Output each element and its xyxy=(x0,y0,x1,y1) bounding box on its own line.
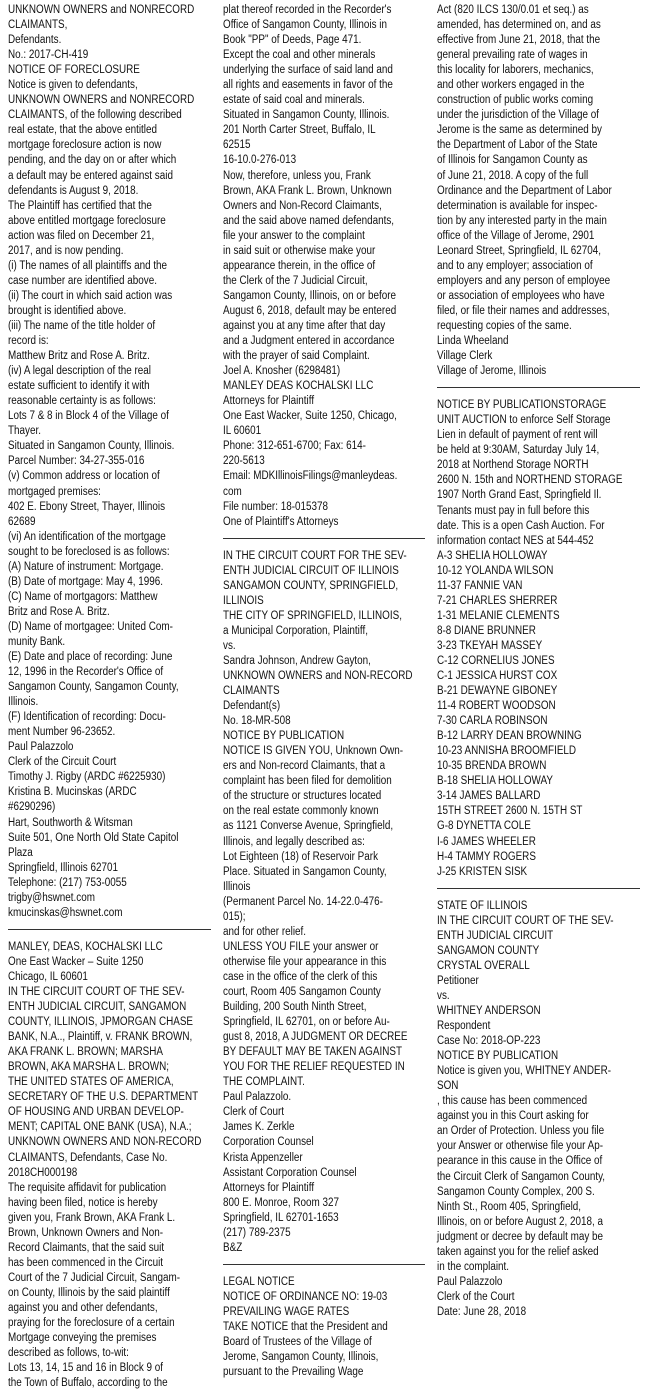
notice-text-line: 10-12 YOLANDA WILSON xyxy=(437,564,554,577)
notice-text-line: MANLEY DEAS KOCHALSKI LLC xyxy=(222,380,374,393)
notice-text-line: Krista Appenzeller xyxy=(222,1151,303,1164)
notice-text-line: BROWN, AKA MARSHA L. BROWN; xyxy=(8,1061,170,1074)
notice-text-line: filed, or file their names and addresses, xyxy=(437,304,610,317)
notice-text-line: 7-30 CARLA ROBINSON xyxy=(437,715,548,728)
notice-text-line: AKA FRANK L. BROWN; MARSHA xyxy=(8,1046,163,1059)
notice-text-line: (vi) An identification of the mortgage xyxy=(8,530,166,543)
notice-text-line: ILLINOIS xyxy=(222,594,264,607)
notice-text-line: #6290296) xyxy=(8,801,56,814)
notice-text-line: plat thereof recorded in the Recorder's xyxy=(222,4,392,16)
notice-divider xyxy=(223,538,426,539)
notice-text-line: and for other relief. xyxy=(222,925,306,938)
notice-text-line: court, Room 405 Sangamon County xyxy=(222,986,381,998)
notice-text-line: Corporation Counsel xyxy=(222,1136,314,1149)
notice-text-line: (Permanent Parcel No. 14-22.0-476- xyxy=(222,895,383,908)
notice-text-line: Illinois. xyxy=(8,696,39,709)
notice-text-line: SANGAMON COUNTY xyxy=(437,944,540,957)
notice-text-line: mortgage foreclosure action is now xyxy=(8,139,162,152)
notice-text-line: ment Number 96-23652. xyxy=(8,726,116,739)
notice-text-line: Board of Trustees of the Village of xyxy=(222,1336,372,1349)
notice-text-line: on the real estate commonly known xyxy=(222,805,379,818)
notice-text-line: complaint has been filed for demolition xyxy=(222,775,392,788)
notice-text-line: Lot Eighteen (18) of Reservoir Park xyxy=(222,850,378,863)
notice-text-line: underlying the surface of said land and xyxy=(222,64,393,77)
notice-text-line: mortgaged premises: xyxy=(8,485,101,498)
notice-text-line: LEGAL NOTICE xyxy=(222,1275,295,1288)
notice-text-line: 10-23 ANNISHA BROOMFIELD xyxy=(437,745,577,758)
notice-text-line: Ninth St., Room 405, Springfield, xyxy=(437,1200,582,1213)
notice-text-line: Sandra Johnson, Andrew Gayton, xyxy=(222,654,371,667)
notice-text-line: Ordinance and the Department of Labor xyxy=(437,184,613,197)
notice-text-line: all rights and easements in favor of the xyxy=(222,79,393,92)
notice-text-line: Suite 501, One North Old State Capitol xyxy=(8,831,179,844)
notice-text-line: WHITNEY ANDERSON xyxy=(437,1005,542,1017)
notice-text-line: ENTH JUDICIAL CIRCUIT xyxy=(437,929,554,942)
notice-text-line: UNKNOWN OWNERS AND NON-RECORD xyxy=(8,1136,202,1149)
notice-text-line: NOTICE OF ORDINANCE NO: 19-03 xyxy=(222,1290,387,1303)
notice-text-line: as 1121 Converse Avenue, Springfield, xyxy=(222,820,393,833)
notice-text-line: requesting copies of the same. xyxy=(437,319,573,332)
notice-text-line: THE UNITED STATES OF AMERICA, xyxy=(8,1076,174,1089)
column-3 xyxy=(437,3,640,1349)
notice-text-line: Clerk of the Court xyxy=(437,1290,515,1303)
notice-text-line: SANGAMON COUNTY, SPRINGFIELD, xyxy=(222,579,398,592)
notice-text-line: Court of the 7 Judicial Circuit, Sangam- xyxy=(8,1271,181,1284)
notice-text-line: Sangamon County Complex, 200 S. xyxy=(437,1185,596,1198)
notice-text-line: Situated in Sangamon County, Illinois. xyxy=(8,440,175,453)
notice-text-line: an Order of Protection. Unless you file xyxy=(437,1125,605,1138)
notice-text-line: Assistant Corporation Counsel xyxy=(222,1166,357,1179)
notice-text-line: Notice is given you, WHITNEY ANDER- xyxy=(437,1065,612,1078)
notice-foreclosure-thayer xyxy=(8,3,211,921)
notice-text-line: B&Z xyxy=(222,1241,242,1254)
notice-text-line: or association of employees who have xyxy=(437,289,606,302)
notice-text-line: 800 E. Monroe, Room 327 xyxy=(222,1196,339,1209)
notice-text-line: Lots 13, 14, 15 and 16 in Block 9 of xyxy=(8,1362,164,1375)
notice-text-line: 2018CH000198 xyxy=(8,1166,78,1179)
notice-text-line: Defendant(s) xyxy=(222,700,280,713)
notice-text-line: Date: June 28, 2018 xyxy=(437,1305,527,1318)
notice-text-line: ENTH JUDICIAL CIRCUIT, SANGAMON xyxy=(8,1001,187,1014)
notice-text-line: Lien in default of payment of rent will xyxy=(437,429,598,442)
notice-text-line: , this cause has been commenced xyxy=(437,1095,588,1108)
notice-text-line: (D) Name of mortgagee: United Com- xyxy=(8,620,173,633)
notice-text-line: YOU FOR THE RELIEF REQUESTED IN xyxy=(222,1061,405,1074)
notice-text-line: C-12 CORNELIUS JONES xyxy=(437,654,555,667)
notice-city-springfield-demolition xyxy=(223,549,426,1256)
notice-text-line: IN THE CIRCUIT COURT OF THE SEV- xyxy=(8,986,185,998)
notice-text-line: THE CITY OF SPRINGFIELD, ILLINOIS, xyxy=(222,609,402,622)
notice-text-line: Paul Palazzolo. xyxy=(222,1091,291,1104)
notice-text-line: UNKNOWN OWNERS and NONRECORD xyxy=(8,4,195,16)
notice-text-line: appearance therein, in the office of xyxy=(222,259,375,272)
notice-text-line: Linda Wheeland xyxy=(437,335,509,348)
notice-text-line: given you, Frank Brown, AKA Frank L. xyxy=(8,1211,176,1224)
notice-text-line: taken against you for the relief asked xyxy=(437,1245,599,1258)
notice-text-line: Matthew Britz and Rose A. Britz. xyxy=(8,350,150,363)
notice-text-line: Leonard Street, Springfield, IL 62704, xyxy=(437,244,602,257)
notice-text-line: B-21 DEWAYNE GIBONEY xyxy=(437,685,558,698)
notice-text-line: Jerome, Sangamon County, Illinois, xyxy=(222,1351,379,1364)
notice-text-line: action was filed on December 21, xyxy=(8,229,155,242)
notice-text-line: 201 North Carter Street, Buffalo, IL xyxy=(222,124,376,137)
notice-text-line: Clerk of the Circuit Court xyxy=(8,756,117,769)
notice-text-line: real estate, that the above entitled xyxy=(8,124,158,137)
notice-text-line: 402 E. Ebony Street, Thayer, Illinois xyxy=(8,500,166,513)
notice-text-line: Tenants must pay in full before this xyxy=(437,504,590,517)
notice-text-line: trigby@hswnet.com xyxy=(8,891,95,904)
notice-text-line: estate of said coal and minerals. xyxy=(222,94,365,107)
notice-text-line: I-6 JAMES WHEELER xyxy=(437,835,537,848)
notice-text-line: munity Bank. xyxy=(8,635,66,648)
notice-text-line: Email: MDKIllinoisFilings@manleydeas. xyxy=(222,470,398,483)
notice-text-line: CLAIMANTS xyxy=(222,685,280,698)
notice-text-line: 7-21 CHARLES SHERRER xyxy=(437,594,558,607)
notice-text-line: construction of public works coming xyxy=(437,94,594,107)
notice-text-line: ers and Non-record Claimants, that a xyxy=(222,760,385,773)
notice-divider xyxy=(437,888,640,889)
notice-text-line: Record Claimants, that the said suit xyxy=(8,1241,165,1254)
notice-text-line: of the structure or structures located xyxy=(222,790,381,803)
notice-text-line: Illinois xyxy=(222,880,251,893)
notice-text-line: pursuant to the Prevailing Wage xyxy=(222,1366,364,1379)
notice-text-line: NOTICE OF FORECLOSURE xyxy=(8,64,140,77)
notice-text-line: H-4 TAMMY ROGERS xyxy=(437,850,537,863)
notice-text-line: and a Judgment entered in accordance xyxy=(222,335,395,348)
notice-text-line: SON xyxy=(437,1080,459,1093)
notice-text-line: Respondent xyxy=(437,1020,491,1033)
notice-text-line: vs. xyxy=(222,639,236,652)
notice-text-line: IN THE CIRCUIT COURT OF THE SEV- xyxy=(437,914,614,927)
notice-text-line: general prevailing rate of wages in xyxy=(437,49,588,62)
notice-text-line: 2017, and is now pending. xyxy=(8,244,124,257)
notice-text-line: defendants is August 9, 2018. xyxy=(8,184,139,197)
notice-text-line: 11-37 FANNIE VAN xyxy=(437,579,523,592)
notice-text-line: Joel A. Knosher (6298481) xyxy=(222,365,340,378)
notice-text-line: Mortgage conveying the premises xyxy=(8,1332,157,1345)
notice-text-line: One of Plaintiff's Attorneys xyxy=(222,515,339,528)
notice-text-line: J-25 KRISTEN SISK xyxy=(437,865,528,878)
notice-text-line: Phone: 312-651-6700; Fax: 614- xyxy=(222,440,366,453)
notice-text-line: 11-4 ROBERT WOODSON xyxy=(437,700,557,713)
notice-text-line: against you at any time after that day xyxy=(222,319,385,332)
notice-text-line: praying for the foreclosure of a certain xyxy=(8,1317,175,1330)
notice-text-line: Now, therefore, unless you, Frank xyxy=(222,169,371,182)
notice-text-line: Act (820 ILCS 130/0.01 et seq.) as xyxy=(437,4,590,16)
notice-text-line: Jerome is the same as determined by xyxy=(437,124,603,137)
notice-divider xyxy=(8,929,211,930)
notice-text-line: 3-14 JAMES BALLARD xyxy=(437,790,541,803)
notice-text-line: Plaza xyxy=(8,846,33,859)
notice-text-line: 16-10.0-276-013 xyxy=(222,154,296,167)
notice-text-line: a Municipal Corporation, Plaintiff, xyxy=(222,624,368,637)
notice-text-line: Illinois, on or before August 2, 2018, a xyxy=(437,1215,604,1228)
notice-text-line: the Clerk of the 7 Judicial Circuit, xyxy=(222,274,368,287)
notice-text-line: Sangamon County, Illinois, on or before xyxy=(222,289,396,302)
notice-text-line: and to any employer; association of xyxy=(437,259,593,272)
notice-text-line: Parcel Number: 34-27-355-016 xyxy=(8,455,145,468)
notice-text-line: be held at 9:30AM, Saturday July 14, xyxy=(437,444,600,457)
notice-text-line: Paul Palazzolo xyxy=(8,741,74,754)
notice-text-line: Village Clerk xyxy=(437,350,493,363)
notice-text-line: NOTICE BY PUBLICATION xyxy=(222,730,344,743)
notice-text-line: 2600 N. 15th and NORTHEND STORAGE xyxy=(437,474,623,487)
notice-text-line: B-12 LARRY DEAN BROWNING xyxy=(437,730,583,743)
notice-order-of-protection xyxy=(437,899,640,1320)
notice-divider xyxy=(437,387,640,388)
notice-text-line: (i) The names of all plaintiffs and the xyxy=(8,259,168,272)
notice-text-line: One East Wacker – Suite 1250 xyxy=(8,955,144,968)
notice-text-line: on County, Illinois by the said plaintiff xyxy=(8,1286,170,1299)
notice-text-line: UNKNOWN OWNERS and NON-RECORD xyxy=(222,670,413,683)
notice-text-line: MANLEY, DEAS, KOCHALSKI LLC xyxy=(8,940,163,953)
notice-text-line: Office of Sangamon County, Illinois in xyxy=(222,19,387,32)
notice-text-line: com xyxy=(222,485,242,498)
notice-text-line: tion by any interested party in the main xyxy=(437,214,608,227)
notice-text-line: NOTICE BY PUBLICATION xyxy=(437,1050,559,1063)
notice-text-line: your Answer or otherwise file your Ap- xyxy=(437,1140,604,1153)
notice-text-line: THE COMPLAINT. xyxy=(222,1076,305,1089)
notice-text-line: CRYSTAL OVERALL xyxy=(437,959,531,972)
notice-text-line: G-8 DYNETTA COLE xyxy=(437,820,532,833)
notice-text-line: Village of Jerome, Illinois xyxy=(437,365,547,378)
notice-text-line: TAKE NOTICE that the President and xyxy=(222,1320,388,1333)
notice-text-line: Notice is given to defendants, xyxy=(8,79,138,92)
notice-text-line: the Circuit Clerk of Sangamon County, xyxy=(437,1170,606,1183)
notice-text-line: 220-5613 xyxy=(222,455,265,468)
notice-text-line: Thayer. xyxy=(8,425,41,438)
notice-text-line: Telephone: (217) 753-0055 xyxy=(8,876,127,889)
notice-text-line: 62515 xyxy=(222,139,251,152)
notice-text-line: (C) Name of mortgagors: Matthew xyxy=(8,590,158,603)
notice-text-line: 015); xyxy=(222,910,246,923)
notice-text-line: UNKNOWN OWNERS and NONRECORD xyxy=(8,94,195,107)
notice-text-line: a default may be entered against said xyxy=(8,169,173,182)
notice-text-line: MENT; CAPITAL ONE BANK (USA), N.A.; xyxy=(8,1121,192,1134)
notice-text-line: Case No: 2018-OP-223 xyxy=(437,1035,541,1048)
notice-text-line: date. This is a open Cash Auction. For xyxy=(437,519,605,532)
notice-text-line: Brown, AKA Frank L. Brown, Unknown xyxy=(222,184,392,197)
notice-text-line: record is: xyxy=(8,335,49,348)
notice-text-line: 1907 North Grand East, Springfield Il. xyxy=(437,489,602,502)
notice-prevailing-wage-continued xyxy=(437,3,640,379)
column-2 xyxy=(222,3,426,1379)
notice-text-line: The requisite affidavit for publication xyxy=(8,1181,167,1194)
notice-buffalo-continued xyxy=(223,3,426,530)
notice-text-line: amended, has determined on, and as xyxy=(437,19,602,32)
notice-text-line: Except the coal and other minerals xyxy=(222,49,375,62)
notice-prevailing-wage xyxy=(223,1275,426,1380)
notice-text-line: gust 8, 2018, A JUDGMENT OR DECREE xyxy=(222,1031,408,1044)
notice-text-line: the Town of Buffalo, according to the xyxy=(8,1377,168,1390)
notice-text-line: having been filed, notice is hereby xyxy=(8,1196,158,1209)
notice-text-line: Situated in Sangamon County, Illinois. xyxy=(222,109,390,122)
notice-text-line: with the prayer of said Complaint. xyxy=(222,350,370,363)
notice-text-line: information contact NES at 544-452 xyxy=(437,534,595,547)
notice-text-line: Illinois, and legally described as: xyxy=(222,835,365,848)
notice-text-line: James K. Zerkle xyxy=(222,1121,295,1134)
notice-manley-deas-buffalo xyxy=(8,940,211,1391)
notice-text-line: File number: 18-015378 xyxy=(222,500,328,513)
notice-text-line: kmucinskas@hswnet.com xyxy=(8,906,123,919)
notice-storage-auction xyxy=(437,398,640,880)
notice-text-line: 10-35 BRENDA BROWN xyxy=(437,760,547,773)
notice-text-line: pending, and the day on or after which xyxy=(8,154,177,167)
notice-text-line: against you in this Court asking for xyxy=(437,1110,590,1123)
notice-text-line: Attorneys for Plaintiff xyxy=(222,395,314,408)
notice-text-line: Springfield, IL 62701-1653 xyxy=(222,1211,339,1224)
notice-text-line: Hart, Southworth & Witsman xyxy=(8,816,133,829)
notice-text-line: (E) Date and place of recording: June xyxy=(8,651,173,664)
notice-text-line: NOTICE BY PUBLICATIONSTORAGE xyxy=(437,399,607,412)
notice-text-line: (iii) The name of the title holder of xyxy=(8,319,156,332)
notice-text-line: Sangamon County, Sangamon County, xyxy=(8,681,179,694)
notice-text-line: has been commenced in the Circuit xyxy=(8,1256,164,1269)
notice-text-line: judgment or decree by default may be xyxy=(437,1230,604,1243)
notice-text-line: vs. xyxy=(437,989,450,1002)
notice-text-line: No.: 2017-CH-419 xyxy=(8,49,89,62)
notice-text-line: employers and any person of employee xyxy=(437,274,611,287)
notice-text-line: Clerk of Court xyxy=(222,1106,284,1119)
notice-text-line: above entitled mortgage foreclosure xyxy=(8,214,166,227)
notice-text-line: (iv) A legal description of the real xyxy=(8,365,151,378)
notice-text-line: No. 18-MR-508 xyxy=(222,715,291,728)
notice-text-line: Brown, Unknown Owners and Non- xyxy=(8,1226,164,1239)
notice-text-line: CLAIMANTS, of the following described xyxy=(8,109,182,122)
notice-text-line: effective from June 21, 2018, that the xyxy=(437,34,601,47)
notice-text-line: STATE OF ILLINOIS xyxy=(437,899,528,912)
notice-divider xyxy=(223,1264,426,1265)
notice-text-line: Defendants. xyxy=(8,34,62,47)
notice-text-line: (B) Date of mortgage: May 4, 1996. xyxy=(8,575,164,588)
notice-text-line: Attorneys for Plaintiff xyxy=(222,1181,314,1194)
notice-text-line: of Illinois for Sangamon County as xyxy=(437,154,588,167)
notice-text-line: (A) Nature of instrument: Mortgage. xyxy=(8,560,164,573)
notice-text-line: Lots 7 & 8 in Block 4 of the Village of xyxy=(8,410,169,423)
notice-text-line: Building, 200 South Ninth Street, xyxy=(222,1001,367,1014)
notice-text-line: 3-23 TKEYAH MASSEY xyxy=(437,639,543,652)
notice-text-line: Chicago, IL 60601 xyxy=(8,970,88,983)
notice-text-line: Springfield, Illinois 62701 xyxy=(8,861,118,874)
notice-text-line: (v) Common address or location of xyxy=(8,470,160,483)
notice-text-line: UNIT AUCTION to enforce Self Storage xyxy=(437,414,611,427)
notice-text-line: case number are identified above. xyxy=(8,274,157,287)
notice-text-line: ENTH JUDICIAL CIRCUIT OF ILLINOIS xyxy=(222,564,399,577)
notice-text-line: file your answer to the complaint xyxy=(222,229,365,242)
notice-text-line: Springfield, IL 62701, on or before Au- xyxy=(222,1016,390,1029)
notice-text-line: 2018 at Northend Storage NORTH xyxy=(437,459,589,472)
notice-text-line: Place. Situated in Sangamon County, xyxy=(222,865,387,878)
notice-text-line: in the complaint. xyxy=(437,1260,510,1273)
notice-text-line: case in the office of the clerk of this xyxy=(222,970,377,983)
notice-text-line: 15TH STREET 2600 N. 15TH ST xyxy=(437,805,583,818)
notice-text-line: pearance in this cause in the Office of xyxy=(437,1155,603,1168)
notice-text-line: BY DEFAULT MAY BE TAKEN AGAINST xyxy=(222,1046,402,1059)
notice-text-line: of June 21, 2018. A copy of the full xyxy=(437,169,589,182)
notice-text-line: (ii) The court in which said action was xyxy=(8,289,173,302)
notice-text-line: estate sufficient to identify it with xyxy=(8,380,150,393)
notice-text-line: CLAIMANTS, Defendants, Case No. xyxy=(8,1151,168,1164)
notice-text-line: IL 60601 xyxy=(222,425,261,438)
notice-text-line: Timothy J. Rigby (ARDC #6225930) xyxy=(8,771,166,784)
notice-text-line: brought is identified above. xyxy=(8,304,127,317)
notice-text-line: this locality for laborers, mechanics, xyxy=(437,64,594,77)
notice-text-line: reasonable certainty is as follows: xyxy=(8,395,156,408)
notice-text-line: described as follows, to-wit: xyxy=(8,1347,129,1360)
notice-text-line: office of the Village of Jerome, 2901 xyxy=(437,229,595,242)
notice-text-line: against you and other defendants, xyxy=(8,1301,158,1314)
notice-text-line: and the said above named defendants, xyxy=(222,214,394,227)
notice-text-line: A-3 SHELIA HOLLOWAY xyxy=(437,549,548,562)
notice-text-line: Owners and Non-Record Claimants, xyxy=(222,199,382,212)
notice-text-line: Paul Palazzolo xyxy=(437,1275,503,1288)
notice-text-line: 62689 xyxy=(8,515,36,528)
notice-text-line: SECRETARY OF THE U.S. DEPARTMENT xyxy=(8,1091,199,1104)
notice-text-line: The Plaintiff has certified that the xyxy=(8,199,152,212)
notice-text-line: determination is available for inspec- xyxy=(437,199,598,212)
notice-text-line: Kristina B. Mucinskas (ARDC xyxy=(8,786,137,799)
notice-text-line: (217) 789-2375 xyxy=(222,1226,291,1239)
notice-text-line: OF HOUSING AND URBAN DEVELOP- xyxy=(8,1106,184,1119)
notice-text-line: 8-8 DIANE BRUNNER xyxy=(437,624,537,637)
notice-text-line: IN THE CIRCUIT COURT FOR THE SEV- xyxy=(222,549,407,562)
column-1 xyxy=(8,3,211,1390)
notice-text-line: under the jurisdiction of the Village of xyxy=(437,109,600,122)
notice-text-line: B-18 SHELIA HOLLOWAY xyxy=(437,775,554,788)
notice-text-line: 1-31 MELANIE CLEMENTS xyxy=(437,609,560,622)
notice-text-line: CLAIMANTS, xyxy=(8,19,68,32)
notice-text-line: Britz and Rose A. Britz. xyxy=(8,605,110,618)
notice-text-line: NOTICE IS GIVEN YOU, Unknown Own- xyxy=(222,745,403,758)
notice-text-line: in said suit or otherwise make your xyxy=(222,244,375,257)
notice-text-line: and other workers engaged in the xyxy=(437,79,585,92)
notice-text-line: BANK, N.A.., Plaintiff, v. FRANK BROWN, xyxy=(8,1031,193,1044)
notice-text-line: otherwise file your appearance in this xyxy=(222,955,386,968)
notice-text-line: August 6, 2018, default may be entered xyxy=(222,304,396,317)
notice-text-line: the Department of Labor of the State xyxy=(437,139,598,152)
notice-text-line: sought to be foreclosed is as follows: xyxy=(8,545,170,558)
notice-text-line: UNLESS YOU FILE your answer or xyxy=(222,940,379,953)
notice-text-line: One East Wacker, Suite 1250, Chicago, xyxy=(222,410,397,423)
notice-text-line: C-1 JESSICA HURST COX xyxy=(437,670,558,683)
notice-text-line: COUNTY, ILLINOIS, JPMORGAN CHASE xyxy=(8,1016,194,1029)
notice-text-line: PREVAILING WAGE RATES xyxy=(222,1305,349,1318)
notice-text-line: Book "PP" of Deeds, Page 471. xyxy=(222,34,362,47)
notice-text-line: (F) Identification of recording: Docu- xyxy=(8,711,166,724)
notice-text-line: Petitioner xyxy=(437,974,480,987)
notice-text-line: 12, 1996 in the Recorder's Office of xyxy=(8,666,164,679)
